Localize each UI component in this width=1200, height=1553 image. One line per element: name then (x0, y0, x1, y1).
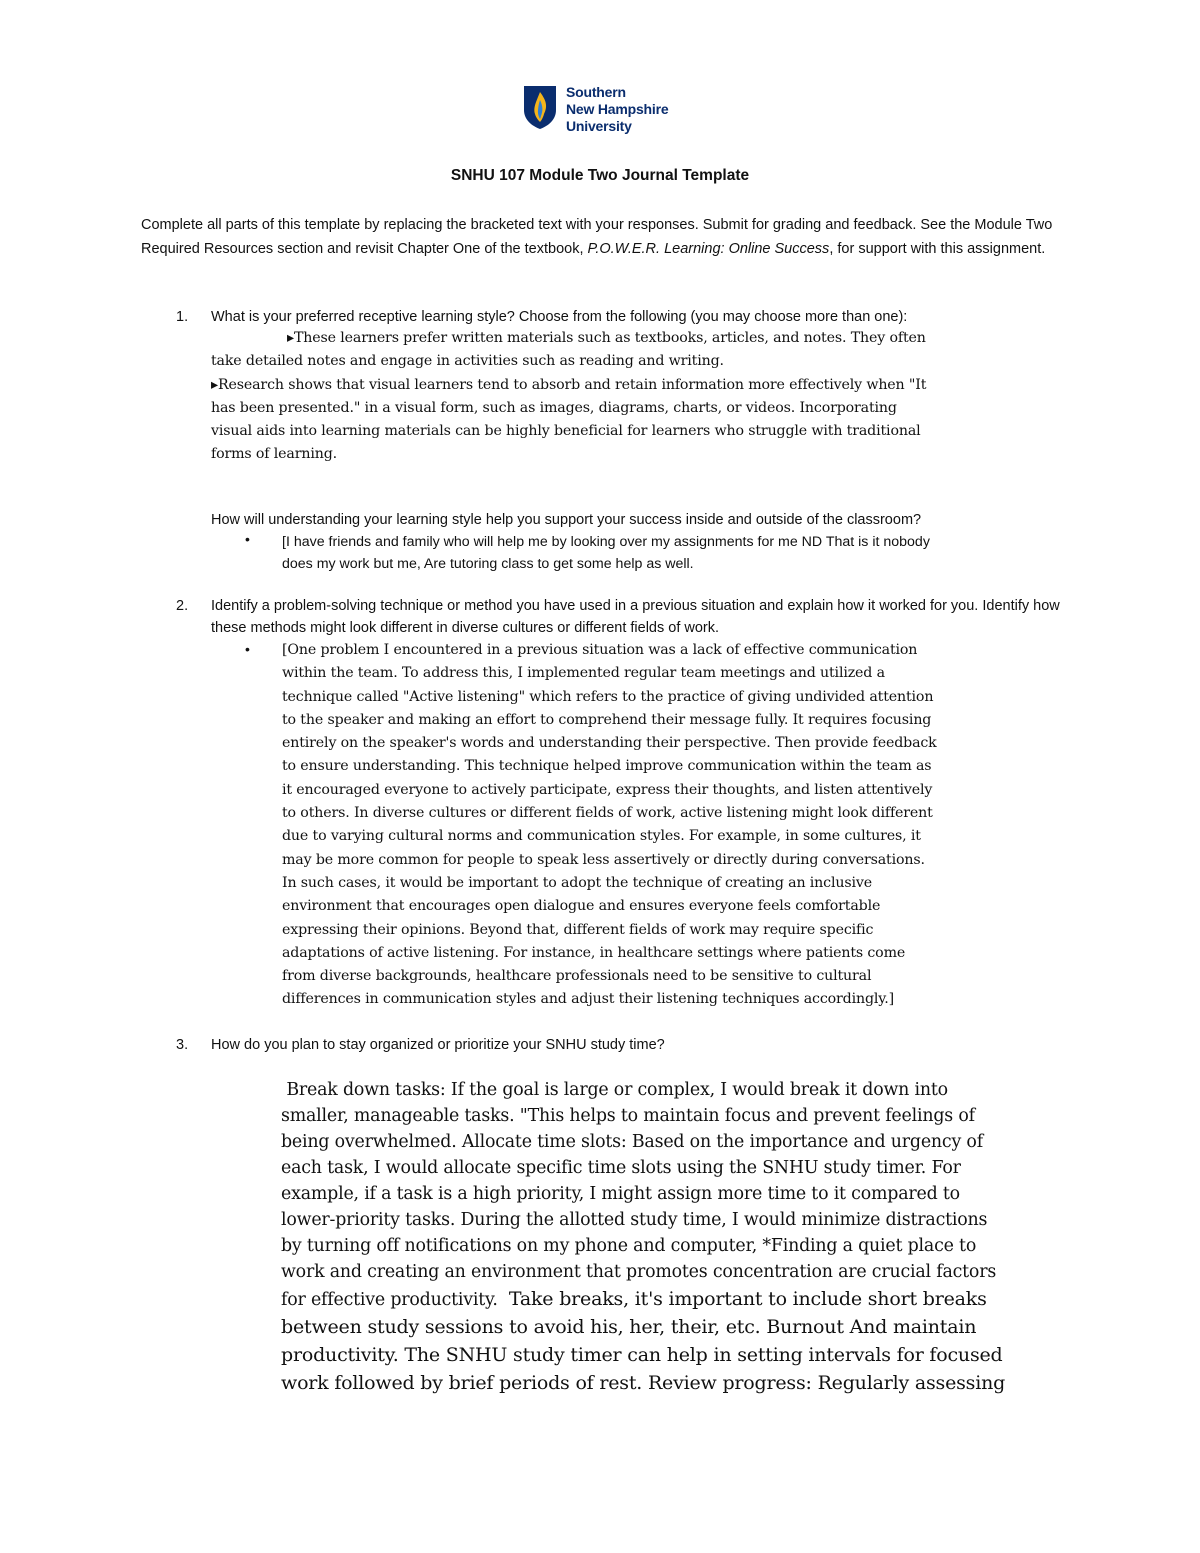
q1-answer-line: ▸These learners prefer written materials such as textbooks, articles, and notes. They often (287, 330, 926, 346)
q2-answer-line: may be more common for people to speak less assertively or directly during conversations. (282, 851, 925, 868)
q3-answer (281, 1077, 1071, 1397)
q1-followup-question: How will understanding your learning style help you support your success inside and outside of the classroom? (211, 512, 922, 528)
q1-answer-line: take detailed notes and engage in activities such as reading and writing. (211, 353, 724, 370)
q2-answer (282, 639, 1072, 1012)
q3-answer-line: example, if a task is a high priority, I might assign more time to it compared to (281, 1184, 960, 1204)
q1-question: What is your preferred receptive learning style? Choose from the following (you may choose more than one): (211, 309, 908, 325)
logo-line-2: New Hampshire (566, 101, 669, 117)
q1-followup-answer-line: [I have friends and family who will help me by looking over my assignments for me ND That is it nobody (282, 534, 930, 550)
q3-question: How do you plan to stay organized or prioritize your SNHU study time? (211, 1037, 665, 1053)
q1-number: 1. (176, 309, 189, 325)
q2-answer-line: it encouraged everyone to actively participate, express their thoughts, and listen attentively (282, 781, 933, 798)
q1-answer-line: ▸Research shows that visual learners tend to absorb and retain information more effectively when "It (211, 376, 927, 393)
q1-followup-answer-line: does my work but me, Are tutoring class to get some help as well. (282, 556, 694, 572)
page-title: SNHU 107 Module Two Journal Template (450, 167, 750, 184)
q2-answer-line: environment that encourages open dialogue and ensures everyone feels comfortable (282, 898, 881, 915)
q2-answer-line: In such cases, it would be important to adopt the technique of creating an inclusive (282, 874, 872, 891)
q3-answer-line: lower-priority tasks. During the allotted study time, I would minimize distractions (281, 1210, 988, 1230)
q3-answer-line: by turning off notifications on my phone and computer, *Finding a quiet place to (281, 1236, 977, 1256)
q2-answer-line: adaptations of active listening. For instance, in healthcare settings where patients come (282, 944, 906, 961)
q2-answer-line: [One problem I encountered in a previous situation was a lack of effective communication (282, 642, 918, 658)
q2-number: 2. (176, 598, 189, 614)
q2-bullet: • (245, 641, 250, 657)
intro-book-title: P.O.W.E.R. Learning: Online Success (587, 241, 830, 257)
q3-answer-line: smaller, manageable tasks. "This helps to maintain focus and prevent feelings of (281, 1106, 975, 1126)
q3-answer-line: work followed by brief periods of rest. Review progress: Regularly assessing (281, 1372, 1006, 1394)
q2-answer-line: due to varying cultural norms and communication styles. For example, in some cultures, it (282, 828, 921, 845)
q2-answer-line: to the speaker and making an effort to comprehend their message fully. It requires focusing (282, 711, 932, 728)
logo-wordmark (566, 84, 668, 135)
q2-answer-line: entirely on the speaker's words and understanding their perspective. Then provide feedback (282, 735, 937, 752)
q2-answer-line: expressing their opinions. Beyond that, different fields of work may require specific (282, 921, 874, 938)
q2-answer-line: differences in communication styles and adjust their listening techniques accordingly.] (282, 991, 895, 1008)
q3-answer-line: between study sessions to avoid his, her, their, etc. Burnout And maintain (281, 1316, 977, 1338)
q3-number: 3. (176, 1037, 189, 1053)
q2-question: Identify a problem-solving technique or method you have used in a previous situation and explain how it worked for you. Identify how these methods might look different in diverse cultures or different fields of work. (211, 598, 1060, 636)
shield-flame-icon (522, 84, 558, 130)
q1-followup-bullet: • (245, 531, 250, 547)
q1-answer-line: forms of learning. (211, 446, 337, 463)
q2-answer-line: to others. In diverse cultures or different fields of work, active listening might look different (282, 805, 933, 822)
q3-answer-line-part: Take breaks, it's important to include short breaks (503, 1288, 987, 1310)
q3-answer-line: being overwhelmed. Allocate time slots: Based on the importance and urgency of (281, 1132, 983, 1152)
q3-answer-line: Break down tasks: If the goal is large or complex, I would break it down into (281, 1080, 948, 1100)
q2-answer-line: within the team. To address this, I implemented regular team meetings and utilized a (282, 665, 885, 682)
intro-text-after: , for support with this assignment. (829, 241, 1046, 257)
intro-paragraph (141, 213, 1061, 261)
q1-answer (211, 327, 1071, 467)
snhu-logo (522, 84, 692, 134)
q2-answer-line: to ensure understanding. This technique helped improve communication within the team as (282, 758, 932, 775)
q3-answer-mixed-line (281, 1285, 1071, 1313)
intro-text-before: Complete all parts of this template by replacing the bracketed text with your responses. Submit for grading and feedback. See the Module Two Required Resources section and revisit Chapter One of the textbook, (141, 217, 1053, 257)
q2-answer-line: from diverse backgrounds, healthcare professionals need to be sensitive to cultural (282, 968, 872, 985)
q2-answer-line: technique called "Active listening" which refers to the practice of giving undivided attention (282, 688, 934, 705)
q1-answer-line: visual aids into learning materials can be highly beneficial for learners who struggle with traditional (211, 423, 921, 440)
q3-answer-line: productivity. The SNHU study timer can help in setting intervals for focused (281, 1344, 1003, 1366)
q3-answer-line: work and creating an environment that promotes concentration are crucial factors (281, 1262, 997, 1282)
q3-answer-line-part: for effective productivity. (281, 1290, 504, 1310)
q1-followup-answer (282, 531, 1062, 575)
logo-line-1: Southern (566, 84, 626, 100)
q3-answer-line: each task, I would allocate specific time slots using the SNHU study timer. For (281, 1158, 961, 1178)
logo-line-3: University (566, 118, 632, 134)
q1-answer-line: has been presented." in a visual form, such as images, diagrams, charts, or videos. Incorporating (211, 399, 897, 416)
